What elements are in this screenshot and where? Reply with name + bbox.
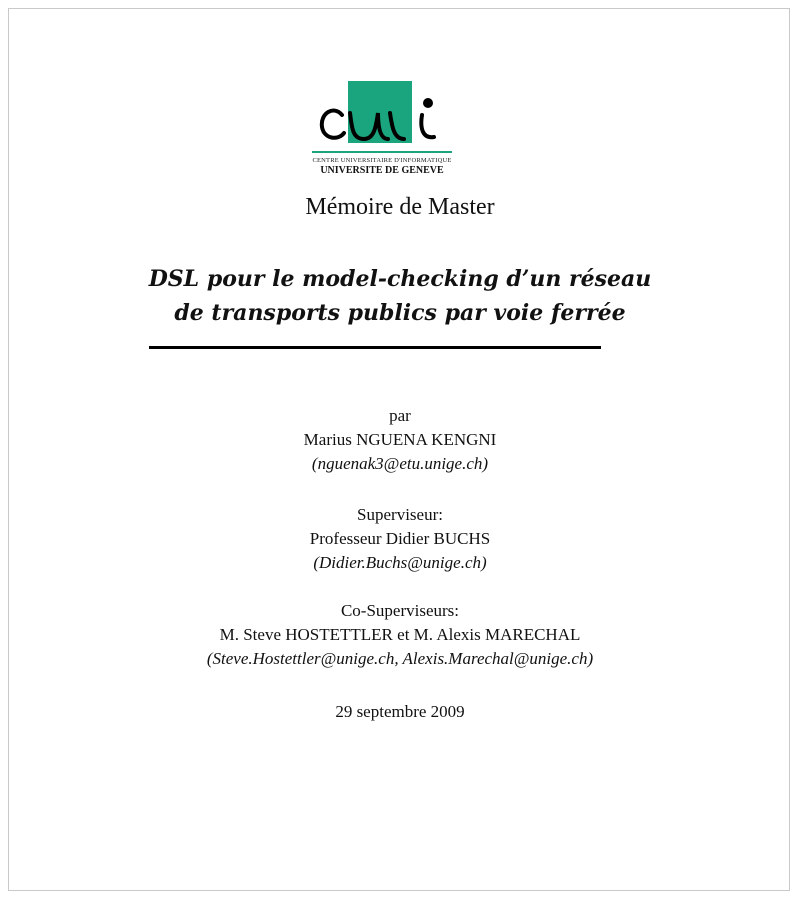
co-supervisors-names: M. Steve HOSTETTLER et M. Alexis MARECHAL [219, 625, 581, 644]
co-supervisors-emails: (Steve.Hostettler@unige.ch, Alexis.Marechal@unige.ch) [206, 649, 594, 668]
co-supervisors-heading: Co-Superviseurs: [340, 601, 460, 620]
thesis-title-line2: de transports publics par voie ferrée [174, 300, 626, 326]
co-supervisors-block [9, 599, 791, 671]
document-page [8, 8, 790, 891]
logo-university: UNIVERSITE DE GENEVE [320, 165, 444, 176]
author-email: (nguenak3@etu.unige.ch) [311, 454, 489, 473]
title-rule [149, 346, 601, 349]
thesis-title [9, 262, 791, 330]
logo-subtitle: CENTRE UNIVERSITAIRE D'INFORMATIQUE [312, 157, 452, 164]
thesis-title-line1: DSL pour le model-checking d’un réseau [148, 266, 652, 292]
document-date: 29 septembre 2009 [335, 702, 465, 721]
cui-logo-mark [312, 81, 452, 157]
document-type: Mémoire de Master [305, 194, 495, 220]
author-block [9, 404, 791, 476]
author-prefix: par [389, 406, 411, 425]
cui-logo [312, 81, 452, 181]
author-name: Marius NGUENA KENGNI [303, 430, 497, 449]
supervisor-heading: Superviseur: [357, 505, 443, 524]
supervisor-name: Professeur Didier BUCHS [309, 529, 491, 548]
supervisor-email: (Didier.Buchs@unige.ch) [313, 553, 487, 572]
supervisor-block [9, 503, 791, 575]
